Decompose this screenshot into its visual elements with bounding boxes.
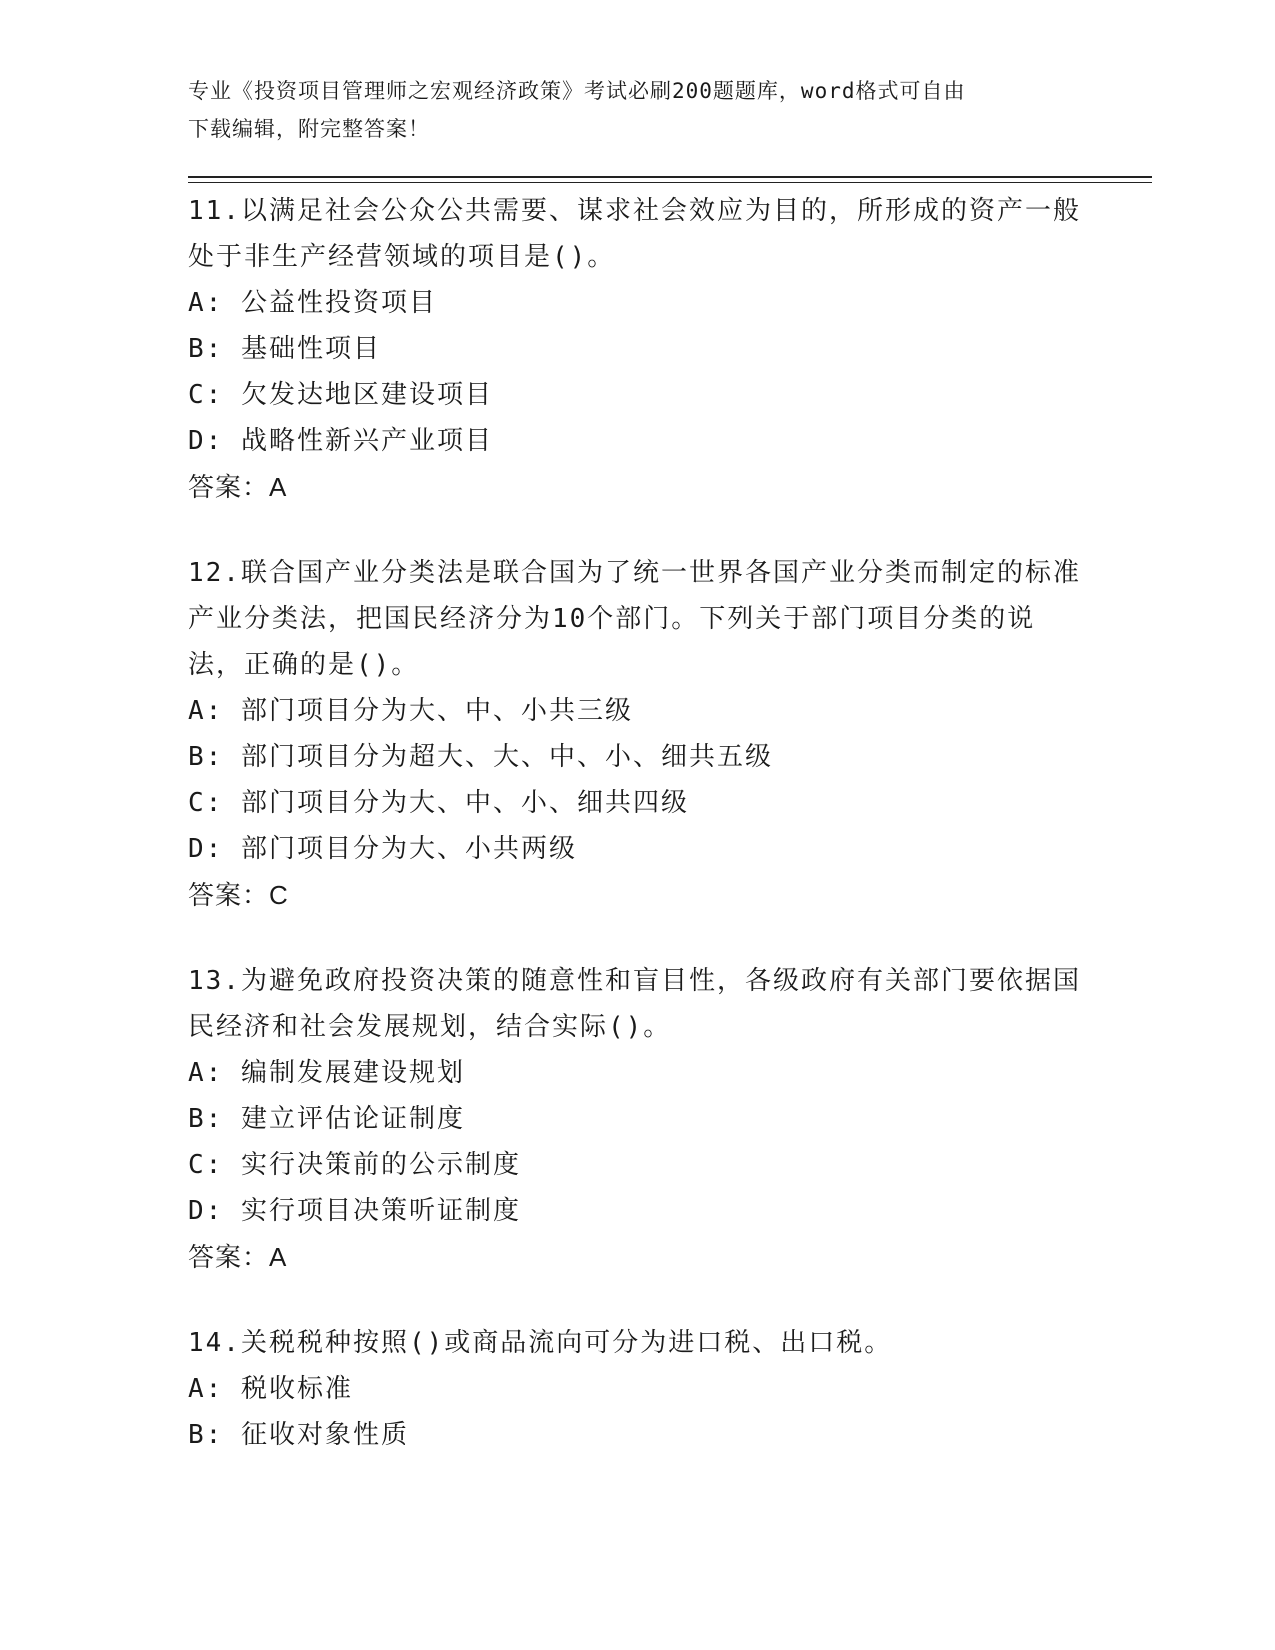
question-11	[188, 188, 1088, 510]
header-divider-thin	[188, 182, 1152, 183]
answer-line: 答案：C	[188, 880, 289, 910]
header-divider-thick	[188, 176, 1152, 178]
option-b: B: 建立评估论证制度	[188, 1104, 465, 1134]
option-d: D: 战略性新兴产业项目	[188, 426, 493, 456]
option-a: A: 部门项目分为大、中、小共三级	[188, 696, 633, 726]
option-b: B: 基础性项目	[188, 334, 381, 364]
document-header: 专业《投资项目管理师之宏观经济政策》考试必刷200题题库，word格式可自由 下载编辑，附完整答案！	[188, 79, 966, 141]
option-d: D: 实行项目决策听证制度	[188, 1196, 521, 1226]
option-a: A: 编制发展建设规划	[188, 1058, 465, 1088]
answer-line: 答案：A	[188, 1242, 288, 1272]
question-stem: 12.联合国产业分类法是联合国为了统一世界各国产业分类而制定的标准产业分类法，把国民经济分为10个部门。下列关于部门项目分类的说法，正确的是()。	[188, 558, 1081, 680]
question-12	[188, 550, 1088, 918]
option-c: C: 实行决策前的公示制度	[188, 1150, 521, 1180]
question-list	[188, 188, 1088, 1498]
question-13	[188, 958, 1088, 1280]
option-c: C: 部门项目分为大、中、小、细共四级	[188, 788, 689, 818]
question-stem: 11.以满足社会公众公共需要、谋求社会效应为目的，所形成的资产一般处于非生产经营领域的项目是()。	[188, 196, 1081, 272]
option-c: C: 欠发达地区建设项目	[188, 380, 493, 410]
option-a: A: 税收标准	[188, 1374, 353, 1404]
option-a: A: 公益性投资项目	[188, 288, 437, 318]
option-b: B: 部门项目分为超大、大、中、小、细共五级	[188, 742, 773, 772]
question-14	[188, 1320, 1088, 1458]
answer-line: 答案：A	[188, 472, 288, 502]
option-d: D: 部门项目分为大、小共两级	[188, 834, 577, 864]
option-b: B: 征收对象性质	[188, 1420, 409, 1450]
question-stem: 13.为避免政府投资决策的随意性和盲目性，各级政府有关部门要依据国民经济和社会发展规划，结合实际()。	[188, 966, 1081, 1042]
question-stem: 14.关税税种按照()或商品流向可分为进口税、出口税。	[188, 1328, 893, 1358]
